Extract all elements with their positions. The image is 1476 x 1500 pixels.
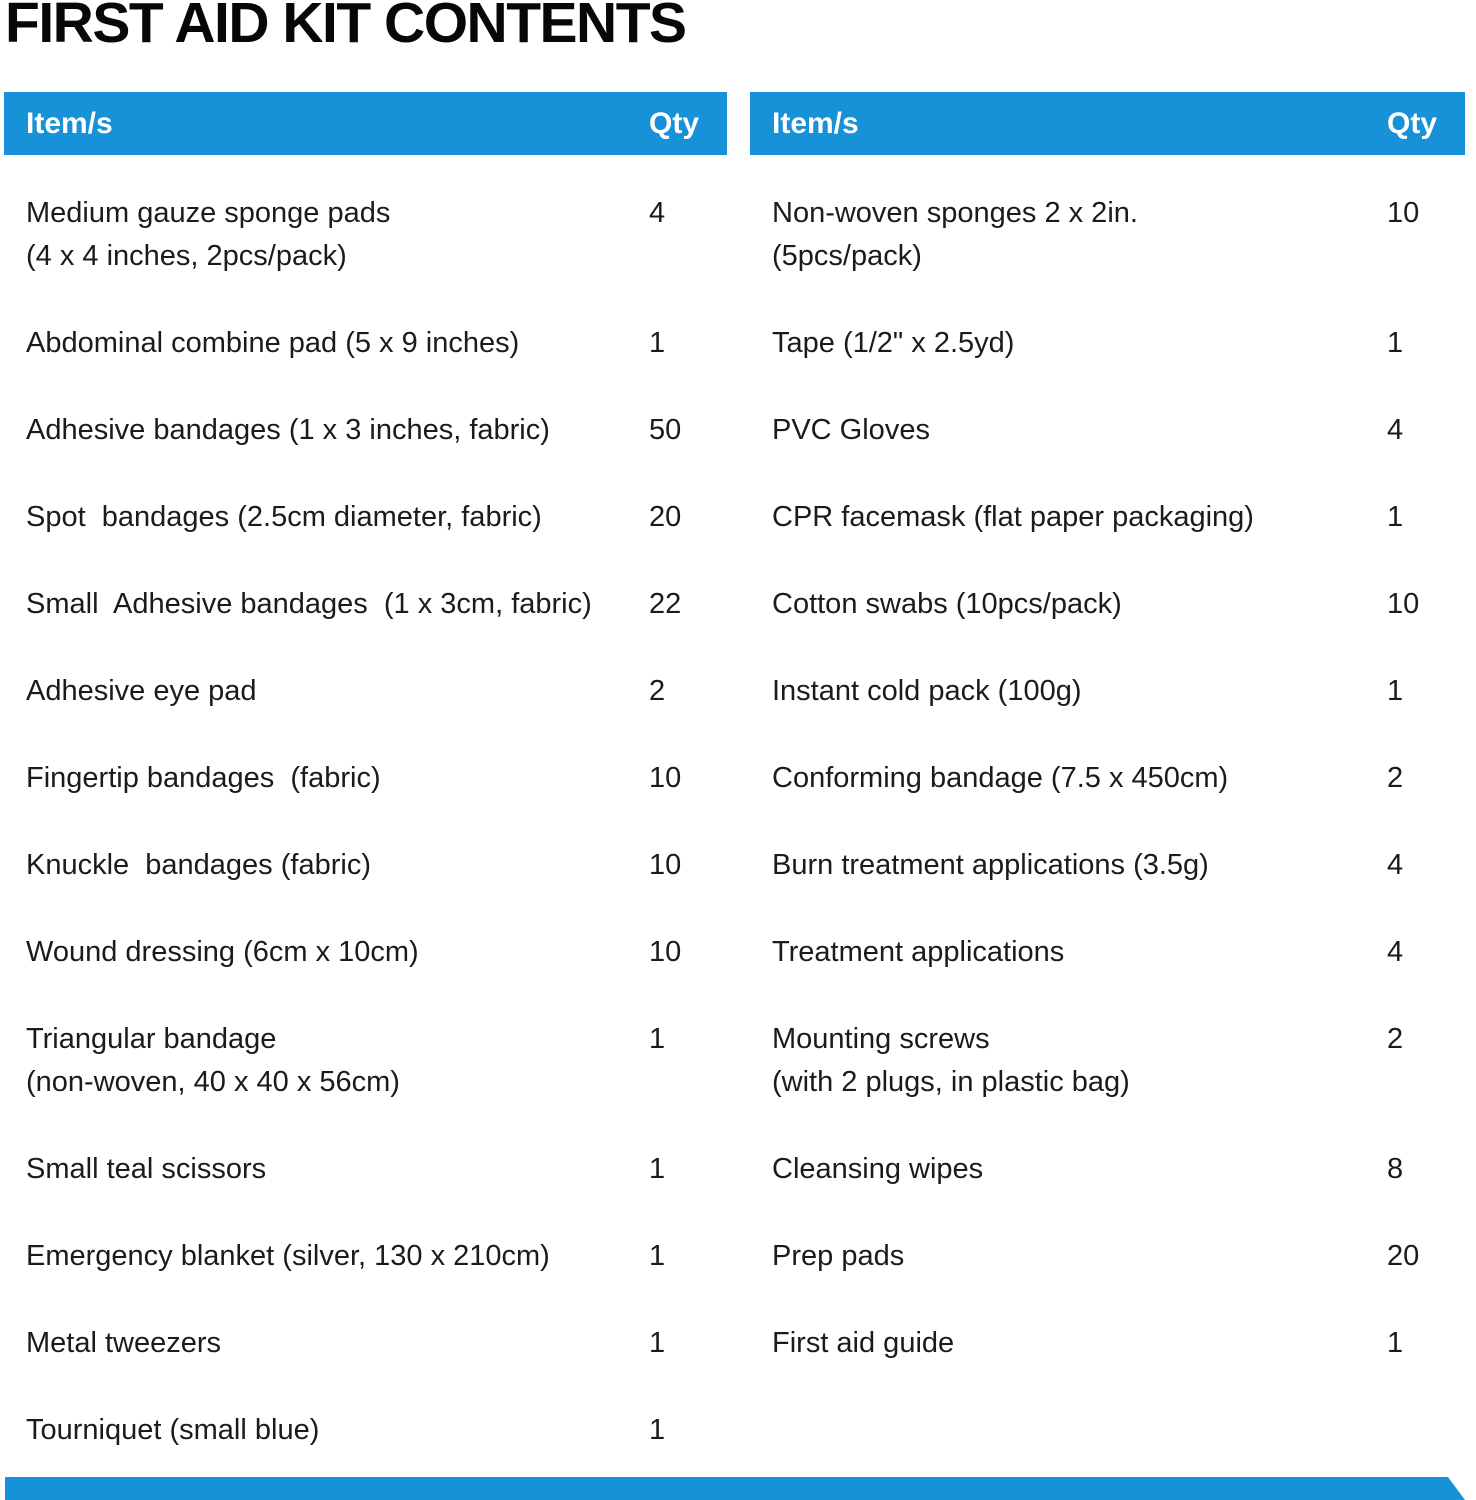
item-label-line2: (with 2 plugs, in plastic bag): [772, 1066, 1130, 1098]
column-header-items: Item/s: [772, 106, 859, 140]
item-label: Small teal scissors: [26, 1153, 267, 1185]
table-row: [26, 1148, 727, 1191]
item-qty: 4: [1387, 414, 1404, 446]
item-label: Spot bandages (2.5cm diameter, fabric): [26, 501, 542, 533]
item-qty: 1: [649, 1153, 666, 1185]
item-qty: 1: [1387, 501, 1404, 533]
table-row: [26, 1235, 727, 1278]
item-label: Tape (1/2" x 2.5yd): [772, 327, 1015, 359]
item-label: Abdominal combine pad (5 x 9 inches): [26, 327, 520, 359]
item-label: Instant cold pack (100g): [772, 675, 1082, 707]
tables-container: [4, 92, 1465, 1496]
table-row: [772, 496, 1465, 539]
item-qty: 1: [649, 1414, 666, 1446]
table-body-left: [4, 155, 727, 1452]
item-name: [772, 844, 1387, 887]
item-label: Cotton swabs (10pcs/pack): [772, 588, 1122, 620]
table-row: [26, 496, 727, 539]
table-row: [772, 583, 1465, 626]
item-label: First aid guide: [772, 1327, 955, 1359]
item-name: [26, 1235, 649, 1278]
item-qty: 10: [649, 936, 682, 968]
item-qty: 2: [1387, 762, 1404, 794]
table-row: [26, 1018, 727, 1104]
item-qty: 4: [1387, 849, 1404, 881]
item-name: [26, 409, 649, 452]
contents-table-right: [750, 92, 1465, 1496]
item-label: Adhesive eye pad: [26, 675, 257, 707]
item-qty: 20: [649, 501, 682, 533]
table-body-right: [750, 155, 1465, 1365]
item-label: Prep pads: [772, 1240, 905, 1272]
item-name: [26, 844, 649, 887]
table-row: [772, 844, 1465, 887]
table-row: [26, 192, 727, 278]
item-name: [772, 670, 1387, 713]
item-name: [772, 1322, 1387, 1365]
table-row: [26, 583, 727, 626]
item-name: [772, 192, 1387, 278]
table-header-right: [750, 92, 1465, 155]
column-header-qty: Qty: [1387, 106, 1438, 140]
item-label-line2: (non-woven, 40 x 40 x 56cm): [26, 1066, 400, 1098]
item-qty: 10: [1387, 197, 1420, 229]
table-row: [772, 1235, 1465, 1278]
item-qty: 1: [649, 1240, 666, 1272]
item-name: [26, 496, 649, 539]
item-name: [772, 322, 1387, 365]
item-name: [26, 1322, 649, 1365]
table-row: [26, 322, 727, 365]
item-label-line2: (5pcs/pack): [772, 240, 922, 272]
item-name: [772, 496, 1387, 539]
item-name: [772, 1148, 1387, 1191]
item-qty: 4: [649, 197, 666, 229]
item-qty: 20: [1387, 1240, 1420, 1272]
table-row: [26, 931, 727, 974]
table-row: [772, 931, 1465, 974]
item-name: [26, 322, 649, 365]
item-qty: 2: [649, 675, 666, 707]
table-row: [26, 1322, 727, 1365]
table-row: [772, 670, 1465, 713]
table-row: [772, 322, 1465, 365]
item-label-line2: (4 x 4 inches, 2pcs/pack): [26, 240, 347, 272]
item-qty: 1: [1387, 327, 1404, 359]
table-row: [26, 670, 727, 713]
item-label: Medium gauze sponge pads: [26, 197, 391, 229]
table-row: [772, 409, 1465, 452]
item-label: CPR facemask (flat paper packaging): [772, 501, 1254, 533]
column-header-qty: Qty: [649, 106, 700, 140]
item-qty: 1: [649, 1023, 666, 1055]
item-qty: 10: [649, 762, 682, 794]
item-qty: 8: [1387, 1153, 1404, 1185]
item-name: [26, 1018, 649, 1104]
item-label: Fingertip bandages (fabric): [26, 762, 381, 794]
item-label: Adhesive bandages (1 x 3 inches, fabric): [26, 414, 550, 446]
item-qty: 10: [649, 849, 682, 881]
item-qty: 2: [1387, 1023, 1404, 1055]
item-label: Emergency blanket (silver, 130 x 210cm): [26, 1240, 550, 1272]
item-name: [772, 1235, 1387, 1278]
item-qty: 22: [649, 588, 682, 620]
page-title: FIRST AID KIT CONTENTS: [5, 0, 686, 55]
item-name: [26, 757, 649, 800]
table-row: [26, 409, 727, 452]
item-label: Non-woven sponges 2 x 2in.: [772, 197, 1138, 229]
item-name: [772, 931, 1387, 974]
item-name: [26, 192, 649, 278]
item-label: PVC Gloves: [772, 414, 930, 446]
item-qty: 50: [649, 414, 682, 446]
item-qty: 1: [649, 1327, 666, 1359]
item-qty: 1: [649, 327, 666, 359]
table-row: [772, 1322, 1465, 1365]
item-label: Metal tweezers: [26, 1327, 222, 1359]
column-header-items: Item/s: [26, 106, 113, 140]
item-name: [26, 1148, 649, 1191]
item-label: Triangular bandage: [26, 1023, 277, 1055]
item-name: [26, 583, 649, 626]
table-row: [772, 1148, 1465, 1191]
item-label: Small Adhesive bandages (1 x 3cm, fabric): [26, 588, 592, 620]
item-label: Mounting screws: [772, 1023, 990, 1055]
contents-table-left: [4, 92, 727, 1496]
table-row: [772, 757, 1465, 800]
item-name: [772, 583, 1387, 626]
table-row: [772, 1018, 1465, 1104]
item-label: Cleansing wipes: [772, 1153, 984, 1185]
table-header-left: [4, 92, 727, 155]
item-name: [772, 1018, 1387, 1104]
item-label: Conforming bandage (7.5 x 450cm): [772, 762, 1229, 794]
table-row: [26, 1409, 727, 1452]
item-label: Wound dressing (6cm x 10cm): [26, 936, 419, 968]
table-row: [772, 192, 1465, 278]
item-name: [26, 931, 649, 974]
item-name: [26, 1409, 649, 1452]
footer-accent-bar: [5, 1477, 1465, 1500]
item-name: [26, 670, 649, 713]
item-name: [772, 409, 1387, 452]
item-qty: 1: [1387, 675, 1404, 707]
item-qty: 10: [1387, 588, 1420, 620]
item-qty: 1: [1387, 1327, 1404, 1359]
table-row: [26, 844, 727, 887]
item-label: Tourniquet (small blue): [26, 1414, 320, 1446]
item-label: Burn treatment applications (3.5g): [772, 849, 1209, 881]
item-label: Treatment applications: [772, 936, 1065, 968]
item-qty: 4: [1387, 936, 1404, 968]
item-label: Knuckle bandages (fabric): [26, 849, 371, 881]
item-name: [772, 757, 1387, 800]
table-row: [26, 757, 727, 800]
